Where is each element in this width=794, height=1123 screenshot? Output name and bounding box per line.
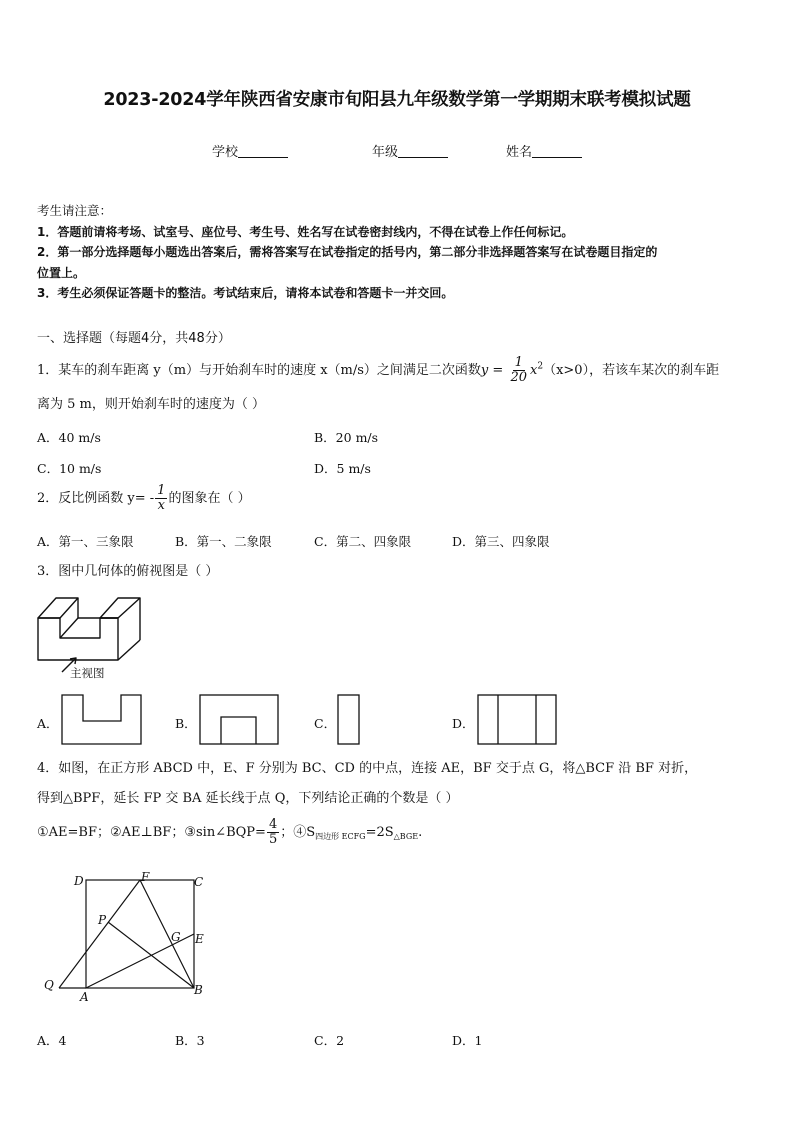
q2-num: 1 [157,483,166,498]
q4-sub2: △BGE [393,832,419,841]
q3-option-b-label[interactable]: B． [175,716,197,731]
question-1 [37,356,719,385]
grade-label: 年级 [372,145,399,160]
q4-s4: . [418,825,423,840]
q2-option-b[interactable]: B．第一、二象限 [175,534,272,549]
q3-option-c-label[interactable]: C． [314,716,337,731]
school-label: 学校 [212,145,239,160]
q4-line2: 得到△BPF，延长 FP 交 BA 延长线于点 Q，下列结论正确的个数是（ ） [37,791,459,806]
q2-den: x [157,498,165,513]
q1-line2: 离为 5 m，则开始刹车时的速度为（ ） [37,397,265,412]
question-2 [37,484,251,513]
q2-fraction [155,484,167,513]
notice-item-1: 1．答题前请将考场、试室号、座位号、考生号、姓名写在试卷密封线内，不得在试卷上作任何标记。 [37,224,574,239]
point-p: P [98,913,107,927]
q4-fraction [267,818,279,847]
q4-s2: ；④S [280,825,316,840]
q3-option-b-shape[interactable] [199,694,280,746]
q1-option-a[interactable]: A．40 m/s [37,430,101,445]
point-q: Q [44,978,54,992]
q4-option-a[interactable]: A．4 [37,1033,67,1048]
q4-sub1: 四边形 ECFG [315,832,366,841]
segment-fq [59,880,140,988]
q1-num: 1 [514,355,523,370]
name-field[interactable] [506,141,582,160]
q2-text-post: 的图象在（ ） [168,491,251,506]
section-heading: 一、选择题（每题4分，共48分） [37,331,231,346]
q2-option-d[interactable]: D．第三、四象限 [452,534,550,549]
point-c: C [194,875,204,889]
q3-option-d-label[interactable]: D． [452,716,475,731]
grade-field[interactable] [372,141,448,160]
point-f: F [141,870,150,884]
point-g: G [171,930,181,944]
notice-item-2-cont: 位置上。 [37,265,86,280]
notice-block [37,201,762,304]
q4-option-b[interactable]: B．3 [175,1033,205,1048]
q1-option-c[interactable]: C．10 m/s [37,461,102,476]
q4-statements [37,818,422,847]
q3-option-a-shape[interactable] [61,694,143,746]
q3-option-d-shape[interactable] [477,694,558,746]
notice-item-2: 2．第一部分选择题每小题选出答案后，需将答案写在试卷指定的括号内，第二部分非选择题答案写在试卷题目指定的 [37,245,658,259]
q1-option-d[interactable]: D．5 m/s [314,461,371,476]
q1-x: x [530,363,538,378]
segment-bf [140,880,194,988]
point-a: A [80,990,89,1004]
q4-s3: =2S [365,825,394,840]
q1-option-b[interactable]: B．20 m/s [314,430,379,445]
q3-solid-figure [30,592,150,684]
q4-square-figure [38,868,218,1008]
q4-num: 4 [268,817,278,832]
q1-text: 1．某车的刹车距离 y（m）与开始刹车时的速度 x（m/s）之间满足二次函数 [37,363,481,378]
q1-exp: 2 [537,361,544,372]
q4-den: 5 [268,832,278,847]
page-title: 2023-2024学年陕西省安康市旬阳县九年级数学第一学期期末联考模拟试题 [103,90,691,110]
q4-s1: ①AE=BF；②AE⊥BF；③sin∠BQP= [37,825,266,840]
name-label: 姓名 [506,145,533,160]
q1-den: 20 [510,370,527,385]
notice-heading: 考生请注意： [37,203,113,218]
q1-y: y [480,363,489,378]
point-d: D [74,874,84,888]
q2-option-c[interactable]: C．第二、四象限 [314,534,412,549]
q4-option-c[interactable]: C．2 [314,1033,345,1048]
q2-option-a[interactable]: A．第一、三象限 [37,534,134,549]
point-e: E [195,932,204,946]
segment-pb [108,922,194,988]
q1-text-post: （x>0），若该车某次的刹车距 [543,363,720,378]
q3-front-view-label: 主视图 [70,666,105,680]
q4-option-d[interactable]: D．1 [452,1033,483,1048]
q4-line1: 4．如图，在正方形 ABCD 中，E、F 分别为 BC、CD 的中点，连接 AE，BF 交于点 G，将△BCF 沿 BF 对折， [37,761,698,776]
q3-option-c-shape[interactable] [337,694,361,746]
q1-eq: = [488,363,508,378]
school-field[interactable] [212,141,288,160]
question-3: 3．图中几何体的俯视图是（ ） [37,564,219,579]
q1-fraction [508,356,529,385]
notice-item-3: 3．考生必须保证答题卡的整洁。考试结束后，请将本试卷和答题卡一并交回。 [37,286,454,300]
q3-option-a-label[interactable]: A． [37,716,59,731]
q2-text: 2．反比例函数 y= - [37,491,155,506]
point-b: B [194,983,203,997]
